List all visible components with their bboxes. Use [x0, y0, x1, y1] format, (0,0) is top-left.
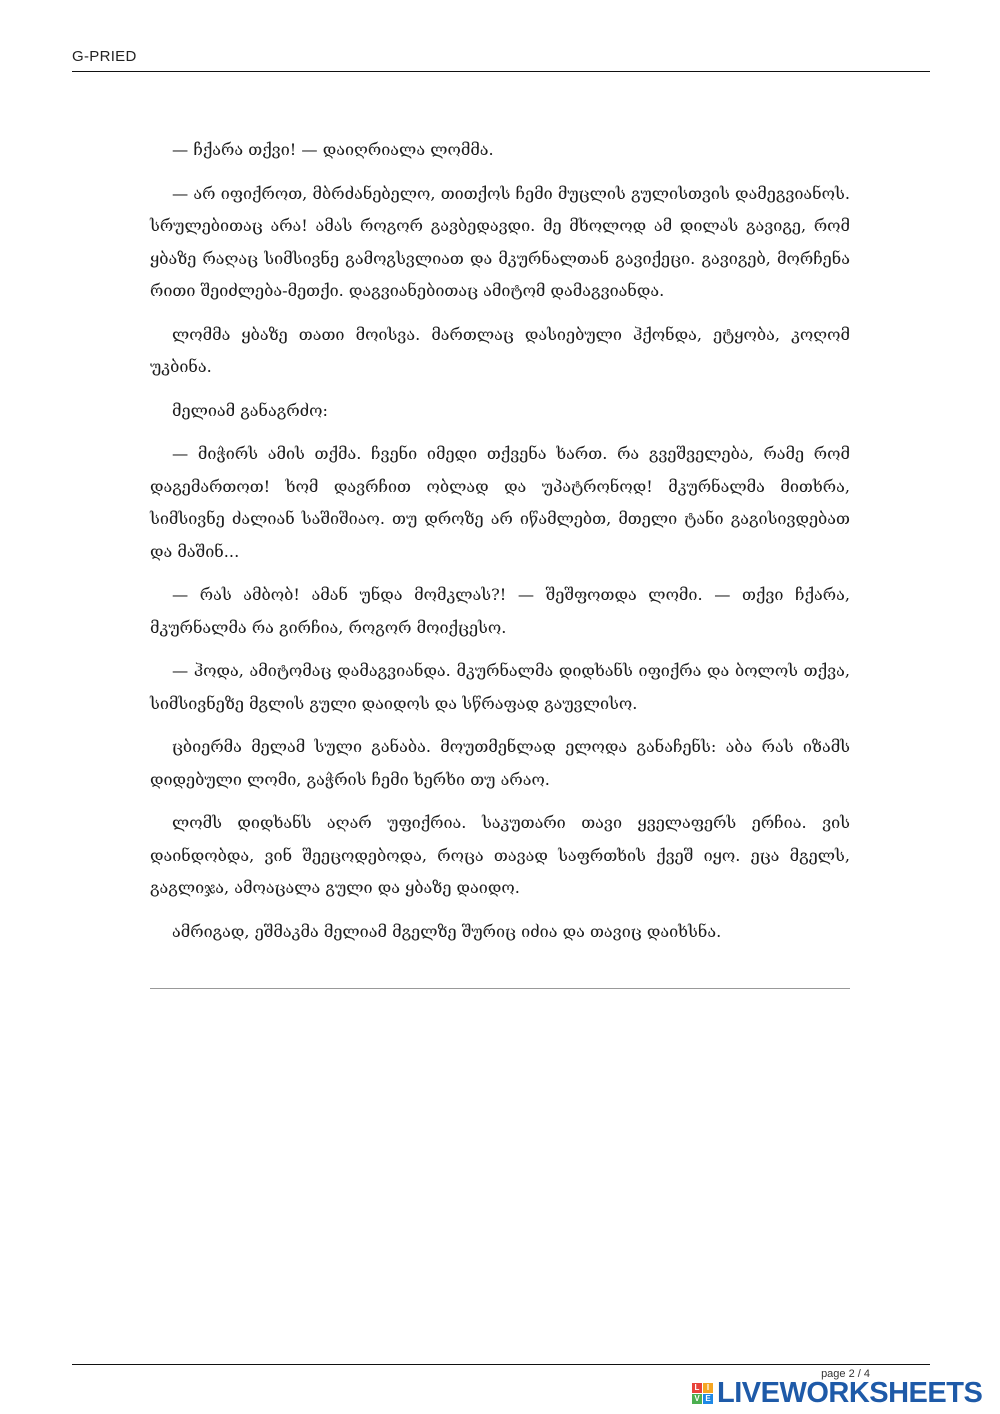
logo-letter: L: [692, 1383, 702, 1393]
liveworksheets-wordmark: LIVEWORKSHEETS: [717, 1377, 983, 1409]
liveworksheets-brand[interactable]: [692, 1378, 982, 1408]
story-paragraph: ლომს დიდხანს აღარ უფიქრია. საკუთარი თავი ყველაფერს ერჩია. ვის დაინდობდა, ვინ შეეცოდებოდა, როცა თავად საფრთხის ქვეშ იყო. ეცა მგელს, გაგლიჯა, ამოაცალა გული და ყბაზე დაიდო.: [150, 813, 850, 897]
story-paragraph: — ჩქარა თქვი! — დაიღრიალა ლომმა.: [172, 140, 494, 159]
story-body: [150, 134, 850, 959]
footer-divider: [72, 1364, 930, 1365]
logo-letter: V: [692, 1394, 702, 1404]
header-divider: [72, 71, 930, 72]
logo-letter: E: [703, 1394, 713, 1404]
story-paragraph: — ჰოდა, ამიტომაც დამაგვიანდა. მკურნალმა დიდხანს იფიქრა და ბოლოს თქვა, სიმსივნეზე მგლის გული დაიდოს და სწრაფად გაუვლისო.: [150, 661, 850, 713]
story-paragraph: ლომმა ყბაზე თათი მოისვა. მართლაც დასიებული ჰქონდა, ეტყობა, კოღომ უკბინა.: [150, 324, 850, 376]
logo-letter: I: [703, 1383, 713, 1393]
story-end-divider: [150, 988, 850, 989]
story-paragraph: — მიჭირს ამის თქმა. ჩვენი იმედი თქვენა ხართ. რა გვეშველება, რამე რომ დაგემართოთ! ხომ დავრჩით ობლად და უპატრონოდ! მკურნალმა მითხრა, სიმსივნე ძალიან საშიშიაო. თუ დროზე არ იწამლებთ, მთელი ტანი გაგისივდებათ და მაშინ...: [150, 444, 850, 561]
story-paragraph: მელიამ განაგრძო:: [172, 400, 328, 420]
story-paragraph: ამრიგად, ეშმაკმა მელიამ მგელზე შურიც იძია და თავიც დაიხსნა.: [172, 921, 722, 941]
story-paragraph: ცბიერმა მელამ სული განაბა. მოუთმენლად ელოდა განაჩენს: აბა რას იზამს დიდებული ლომი, გაჭრის ჩემი ხერხი თუ არაო.: [150, 737, 850, 789]
page-number: page 2 / 4: [821, 1368, 870, 1380]
liveworksheets-logo-icon: [692, 1383, 713, 1404]
page-header-title: G-PRIED: [72, 48, 137, 65]
story-paragraph: — არ იფიქროთ, მბრძანებელო, თითქოს ჩემი მუცლის გულისთვის დამეგვიანოს. სრულებითაც არა! ამას როგორ გავბედავდი. მე მხოლოდ ამ დილას გავიგე, რომ ყბაზე რაღაც სიმსივნე გამოგსვლიათ და მკურნალთან გავიქეცი. გავიგებ, მორჩენა რითი შეიძლება-მეთქი. დაგვიანებითაც ამიტომ დამაგვიანდა.: [150, 183, 850, 300]
story-paragraph: — რას ამბობ! ამან უნდა მომკლას?! — შეშფოთდა ლომი. — თქვი ჩქარა, მკურნალმა რა გირჩია, როგორ მოიქცესო.: [150, 585, 850, 637]
